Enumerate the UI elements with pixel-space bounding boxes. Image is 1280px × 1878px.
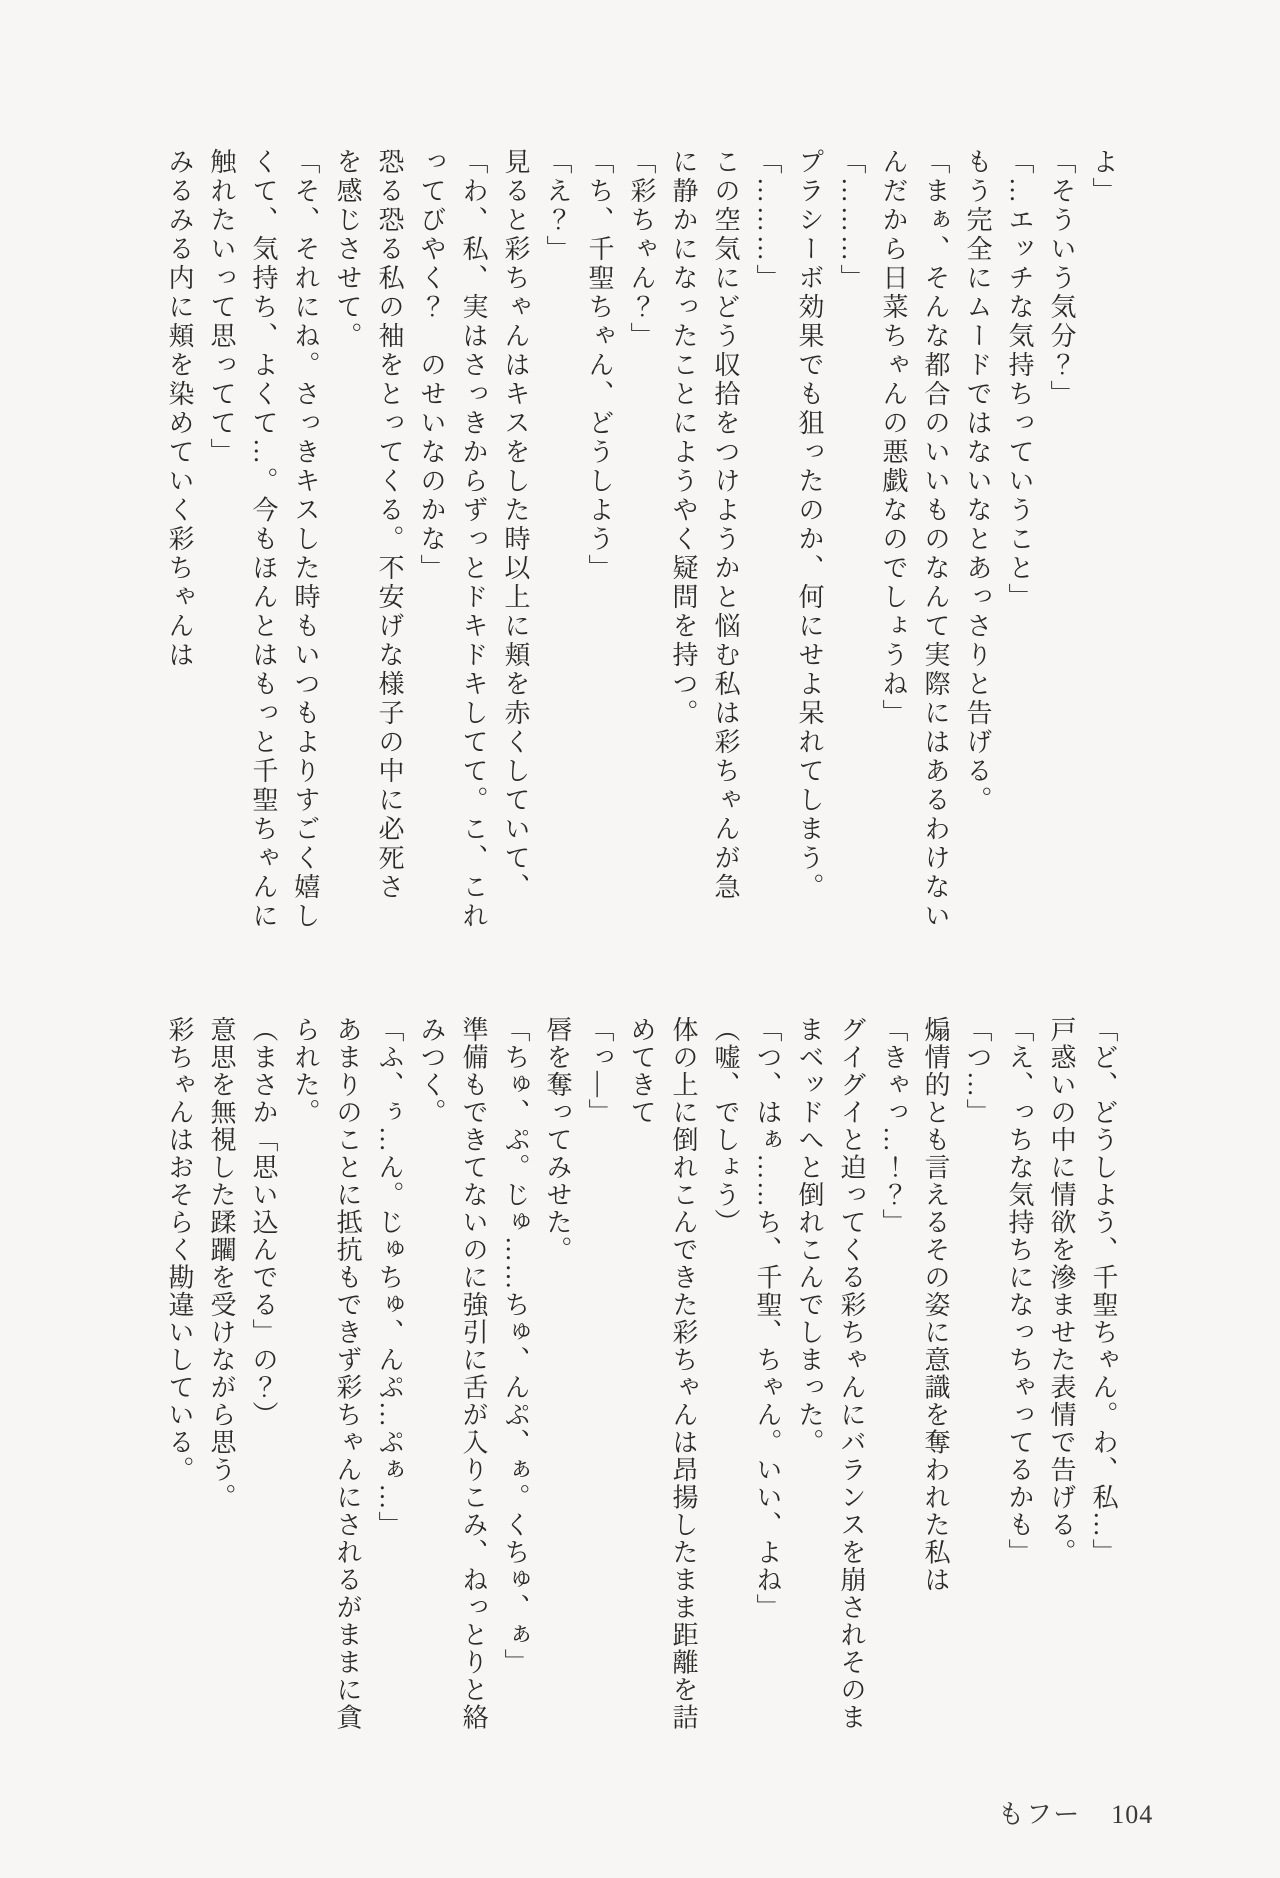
text-line: 「わ、私、実はさっきからずっとドキドキしてて。こ、これ xyxy=(459,148,488,931)
text-line: 見ると彩ちゃんはキスをした時以上に頬を赤くしていて、 xyxy=(501,148,530,902)
text-line: 彩ちゃんはおそらく勘違いしている。 xyxy=(165,1016,194,1484)
top-text-block xyxy=(158,148,1124,953)
text-line: 「………」 xyxy=(837,148,866,293)
text-line: に静かになったことにようやく疑問を持つ。 xyxy=(669,148,698,728)
text-line: 恐る恐る私の袖をとってくる。不安げな様子の中に必死さ xyxy=(375,148,404,902)
text-line: プラシーボ効果でも狙ったのか、何にせよ呆れてしまう。 xyxy=(795,148,824,902)
text-line: みつく。 xyxy=(417,1016,446,1126)
text-line: んだから日菜ちゃんの悪戯なのでしょうね」 xyxy=(879,148,908,728)
text-line: 「ち、千聖ちゃん、どうしよう」 xyxy=(585,148,614,583)
text-line: 「…エッチな気持ちっていうこと」 xyxy=(1005,148,1034,612)
text-line: 「………」 xyxy=(753,148,782,293)
text-line: もう完全にムードではないなとあっさりと告げる。 xyxy=(963,148,992,815)
text-line: 準備もできてないのに強引に舌が入りこみ、ねっとりと絡 xyxy=(459,1016,488,1731)
text-line: 意思を無視した蹂躙を受けながら思う。 xyxy=(207,1016,236,1511)
text-line: 体の上に倒れこんできた彩ちゃんは昂揚したまま距離を詰 xyxy=(669,1016,698,1731)
page-number: 104 xyxy=(1111,1800,1154,1829)
circle-name: もフー xyxy=(998,1800,1082,1829)
text-line: ってびやく？ のせいなのかな」 xyxy=(417,148,446,583)
text-line: 「そ、それにね。さっきキスした時もいつもよりすごく嬉し xyxy=(291,148,320,931)
text-line: 触れたいって思ってて」 xyxy=(207,148,236,467)
text-line: 「ちゅ、ぷ。じゅ……ちゅ、んぷ、ぁ。くちゅ、ぁ」 xyxy=(501,1016,530,1676)
text-line: 「彩ちゃん？」 xyxy=(627,148,656,351)
text-line: あまりのことに抵抗もできず彩ちゃんにされるがままに貪 xyxy=(333,1016,362,1731)
text-line: （嘘、でしょう） xyxy=(711,1016,740,1236)
text-line: 「まぁ、そんな都合のいいものなんて実際にはあるわけない xyxy=(921,148,950,931)
bottom-text-block xyxy=(158,1016,1124,1776)
text-line: 煽情的とも言えるその姿に意識を奪われた私は xyxy=(921,1016,950,1594)
text-line: 「ふ、ぅ…ん。じゅちゅ、んぷ…ぷぁ…」 xyxy=(375,1016,404,1539)
text-line: 「え？」 xyxy=(543,148,572,264)
text-line: よ」 xyxy=(1089,148,1118,206)
page-footer xyxy=(998,1794,1153,1831)
text-line: 「え、っちな気持ちになっちゃってるかも」 xyxy=(1005,1016,1034,1566)
text-line: 唇を奪ってみせた。 xyxy=(543,1016,572,1264)
text-line: 「ど、どうしよう、千聖ちゃん。わ、私…」 xyxy=(1089,1016,1118,1566)
text-line: 「そういう気分？」 xyxy=(1047,148,1076,409)
text-line: 「っ―」 xyxy=(585,1016,614,1126)
text-line: くて、気持ち、よくて…。今もほんとはもっと千聖ちゃんに xyxy=(249,148,278,931)
text-line: られた。 xyxy=(291,1016,320,1126)
text-line: 「つ、はぁ……ち、千聖、ちゃん。いい、よね」 xyxy=(753,1016,782,1621)
text-line: を感じさせて。 xyxy=(333,148,362,351)
text-line: 「きゃっ…！？」 xyxy=(879,1016,908,1236)
text-line: グイグイと迫ってくる彩ちゃんにバランスを崩されそのま xyxy=(837,1016,866,1731)
text-line: この空気にどう収拾をつけようかと悩む私は彩ちゃんが急 xyxy=(711,148,740,902)
text-line: 「つ…」 xyxy=(963,1016,992,1126)
text-line: 戸惑いの中に情欲を滲ませた表情で告げる。 xyxy=(1047,1016,1076,1566)
text-line: （まさか「思い込んでる」の？） xyxy=(249,1016,278,1429)
text-line: まベッドへと倒れこんでしまった。 xyxy=(795,1016,824,1456)
text-line: めてきて xyxy=(627,1016,656,1126)
text-line: みるみる内に頬を染めていく彩ちゃんは xyxy=(165,148,194,670)
